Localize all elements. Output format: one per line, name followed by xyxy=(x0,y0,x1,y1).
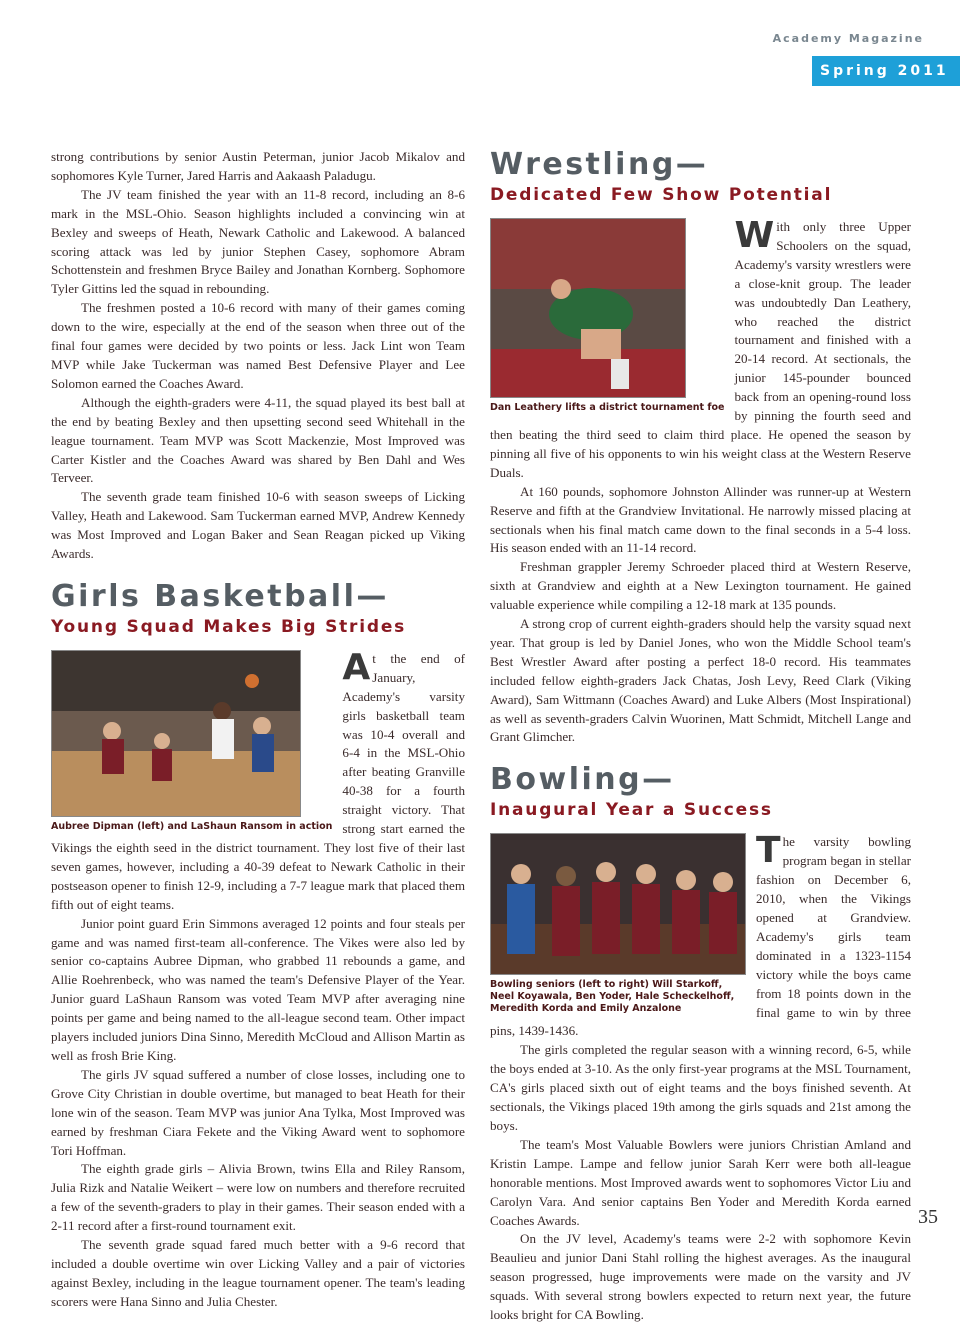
article-paragraph: ith only three Upper Schoolers on the squad, Academy's varsity wrestlers were a close-knit group. The leader was undoubtedly Dan Leathery, who reached the district tournament and finished with a 20-14 record. At sectionals, the junior 145-pounder bounced back from an opening-round loss by pinning the fourth seed and then beating the third seed to claim third place. He opened the season by pinning all five of his opponents to win his weight class at the Western Reserve Duals. xyxy=(490,219,911,480)
bowling-section xyxy=(490,763,911,1325)
drop-cap: A xyxy=(342,646,371,688)
article-paragraph: t the end of January, Academy's varsity girls basketball team was 10-4 overall and 6-4 in the MSL-Ohio after beating Granville 40-38 for a fourth straight victory. That strong start earned the Vikings the eighth seed in the district tournament. They lost five of their last seven games, however, including a 40-39 defeat to Newark Catholic in their postseason opener to finish 12-9, including a 7-7 league mark that placed them fifth out of eight teams. xyxy=(51,650,465,912)
section-subtitle: Inaugural Year a Success xyxy=(490,800,773,821)
drop-cap: W xyxy=(734,215,775,256)
photo-caption: Dan Leathery lifts a district tournament foe xyxy=(490,402,725,413)
intro-paragraph: Although the eighth-graders were 4-11, the squad played its best ball at the end by beating Bexley and then upsetting second seed Whitehall in the league tournament. Team MVP was Scott Mackenzie, Most Improved was Carter Kistler and the Coaches Award was shared by Ben Dahl and Wes Terveer. xyxy=(51,394,465,486)
section-title: Bowling— xyxy=(490,762,675,798)
bowling-photo-image xyxy=(491,834,745,974)
section-title: Wrestling— xyxy=(490,147,709,182)
article-paragraph: The seventh grade squad fared much better with a 9-6 record that included a double overtime win over Licking Valley and a pair of victories against Bexley, including in the league tournament opener. The team's leading scorers were Hana Sinno and Julia Chester. xyxy=(51,1237,465,1309)
article-paragraph: The team's Most Valuable Bowlers were juniors Christian Amland and Kristin Lampe. Lampe and fellow junior Sarah Kerr were both all-league honorable mentions. Most Improved awards went to sophomores Victor Liu and Carolyn Vara. And senior captains Ben Yoder and Meredith Korda earned Coaches Awards. xyxy=(490,1136,911,1228)
bowling-figure xyxy=(490,833,746,1015)
basketball-photo-image xyxy=(52,651,300,816)
article-paragraph: The girls completed the regular season with a winning record, 6-5, while the boys ended at 3-10. As the only first-year programs at the MSL Tournament, CA's girls placed sixth out of eight teams and the boys finished seventh. At sectionals, the Vikings placed 19th among the girls squads and 21st among the boys. xyxy=(490,1042,911,1133)
magazine-name: Academy Magazine xyxy=(772,32,924,45)
article-paragraph: Junior point guard Erin Simmons averaged 12 points and four steals per game and was named first-team all-conference. The Vikes were also led by senior co-captains Aubree Dipman, who grabbed 11 rebounds a game, and Allie Roehrenbeck, who was named the team's Defensive Player of the Year. Junior guard LaShaun Ransom was voted Team MVP after averaging nine points per game and being named to the all-league second team. Other impact players included juniors Dina Sinno, Meredith McCloud and Allison Martin as well as frosh Brie King. xyxy=(51,915,465,1063)
right-column xyxy=(490,148,911,1325)
section-subtitle: Young Squad Makes Big Strides xyxy=(51,616,407,637)
intro-paragraph: strong contributions by senior Austin Peterman, junior Jacob Mikalov and sophomores Kyle Turner, Jared Harris and Aakaash Paladugu. xyxy=(51,149,465,183)
photo-caption: Bowling seniors (left to right) Will Starkoff, Neel Koyawala, Ben Yoder, Hale Scheckelhoff, Meredith Korda and Emily Anzalone xyxy=(490,979,735,1015)
basketball-photo xyxy=(51,650,301,817)
article-paragraph: The girls JV squad suffered a number of close losses, including one to Grove City Christian in double overtime, but managed to beat Heath for their lone win of the season. Team MVP was junior Ana Tylka, Most Improved was earned by freshman Ciara Fekete and the Viking Award went to sophomore Tori Hoffman. xyxy=(51,1066,465,1158)
left-column xyxy=(51,148,465,1312)
photo-caption: Aubree Dipman (left) and LaShaun Ransom in action xyxy=(51,820,333,832)
section-title: Girls Basketball— xyxy=(51,578,389,614)
section-subtitle: Dedicated Few Show Potential xyxy=(490,185,833,205)
intro-paragraph: The seventh grade team finished 10-6 with season sweeps of Licking Valley, Heath and Lakewood. Sam Tuckerman earned MVP, Andrew Kennedy was Most Improved and Logan Baker and Sean Reagan picked up Viking Awards. xyxy=(51,489,465,562)
article-paragraph: At 160 pounds, sophomore Johnston Allinder was runner-up at Western Reserve and fifth at the Grandview Invitational. He narrowly missed placing at sectionals when his final match came down to the final seconds in a 5-4 loss. His season ended with an 11-14 record. xyxy=(490,483,911,556)
basketball-figure xyxy=(51,650,332,833)
wrestling-photo-image xyxy=(491,219,685,397)
article-paragraph: A strong crop of current eighth-graders should help the varsity squad next year. That group is led by Daniel Jones, who won the Middle School team's Best Wrestler Award after posting a perfect 18-0 record. His teammates included fellow eighth-graders Jack Chatas, Josh Levy, Reed Clark (Viking Award), Sam Wittmann (Coaches Award) and Luke Albers (Most Inspirational) as well as seventh-graders Calvin Wuorinen, Matt Schmidt, Mitchell Lange and Grant Glimcher. xyxy=(490,616,911,745)
article-paragraph: he varsity bowling program began in stellar fashion on December 6, 2010, when the Vikings opened at Grandview. Academy's girls team dominated in a 1323-1154 victory while the boys came from 18 points down in the final game to win by three pins, 1439-1436. xyxy=(490,834,911,1039)
intro-paragraph: The JV team finished the year with an 11-8 record, including an 8-6 mark in the MSL-Ohio. Season highlights included a convincing win at Bexley and sweeps of Heath, Newark Catholic and Lakewood. A balanced scoring attack was led by junior Stephen Casey, sophomore Abram Schottenstein and freshmen Bryce Bailey and Jonathan Kornberg. Sophomore Tyler Gittins led the squad in rebounding. xyxy=(51,186,465,297)
article-paragraph: On the JV level, Academy's teams were 2-2 with sophomore Kevin Beaulieu and junior Dani Stahl rolling the highest averages. As the inaugural season progressed, huge improvements were made on the varsity and JV squads. With several strong bowlers expected to return next year, the future looks bright for CA Bowling. xyxy=(490,1231,911,1323)
wrestling-figure xyxy=(490,218,725,414)
article-paragraph: The eighth grade girls – Alivia Brown, twins Ella and Riley Ransom, Julia Rizk and Natalie Weikert – were low on numbers and therefore recruited a few of the seventh-graders to play in their games. Their season ended with a 2-11 record after a first-round tournament exit. xyxy=(51,1161,465,1234)
bowling-photo xyxy=(490,833,746,975)
article-paragraph: Freshman grappler Jeremy Schroeder placed third at Western Reserve, sixth at Grandview and eighth at a New Lexington tournament. He gained valuable experience while compiling a 12-18 mark at 135 pounds. xyxy=(490,559,911,613)
girls-basketball-section xyxy=(51,580,465,1312)
intro-paragraph: The freshmen posted a 10-6 record with many of their games coming down to the wire, especially at the end of the season when three out of the final four games were decided by two points or less. Jack Lint won Team MVP while Jake Tuckerman was named Best Defensive Player and Lee Solomon earned the Coaches Award. xyxy=(51,300,465,391)
drop-cap: T xyxy=(756,830,781,872)
page-number: 35 xyxy=(918,1206,938,1228)
season-banner: Spring 2011 xyxy=(812,56,960,86)
wrestling-section xyxy=(490,148,911,747)
wrestling-photo xyxy=(490,218,686,398)
